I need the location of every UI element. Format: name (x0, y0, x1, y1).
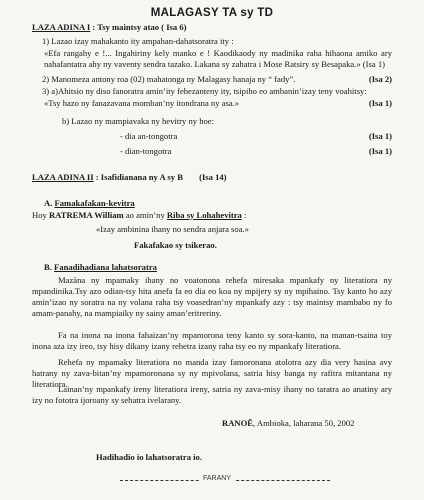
section-b-heading (44, 262, 157, 273)
section-a-title: Famakafakan-kevitra (54, 198, 135, 208)
section-b-title: Fanadihadiana lahatsoratra (54, 262, 157, 272)
text-paragraph: Fa na inona na inona fahaizan’ny mpamorona teny kanto sy sora-kanto, na manan-tsaina toy inona aza izy ireo, tsy hisy dikany izany rehetra izany raha tsy eo ny mpankafy literatiora. (32, 330, 392, 351)
section-a-heading (44, 198, 135, 209)
list-item-score: (Isa 1) (368, 146, 392, 156)
text-paragraph: Lainan’ny mpankafy ireny literatiora ireny, satria ny zava-misy ihany no taratra ao anatiny ary izy no fototra ijoroany sy sehatra ivelarany. (32, 384, 392, 405)
signature-name: RANOË (222, 418, 254, 428)
author-name: RATREMA William (48, 210, 124, 220)
question-3b: b) Lazao ny mampiavaka ny hevitry ny hoe: (62, 116, 215, 126)
part1-label: LAZA ADINA I (32, 22, 91, 32)
part2-heading (32, 172, 392, 183)
question-2 (42, 74, 392, 85)
part1-label-rest: : Tsy maintsy atao ( Isa 6) (92, 22, 187, 32)
part2-label: LAZA ADINA II (32, 172, 94, 182)
question-3a: 3) a)Ahitsio ny diso fanoratra amin’ity fehezanteny ity, tsipiho eo ambanin’izay teny voahitsy: (42, 86, 367, 96)
question-1: 1) Lazao izay mahakanto ity ampahan-dahatsoratra ity : (42, 36, 234, 46)
section-a-quote: «Izay ambinina ihany no sendra anjara soa.» (96, 224, 249, 234)
list-item (120, 131, 392, 142)
text-paragraph: Mazàna ny mpamaky ihany no voatonona rehefa miresaka mpankafy ny literatiora ny mpandinika.Tsy azo odian-tsy hita anefa fa eo dia eo koa ny mpijery sy ny mpihaino. Tsy kanto ho azy amin’izao ny soratra na ny volana raha tsy voasedran’ny mpankafy azy : tsy maintsy mambabo ny fo amam-panahy, na mampiaiky ny sainy aman’eritreriny. (32, 275, 392, 318)
list-item (120, 146, 392, 157)
section-a-instruction: Fakafakao sy tsikerao. (134, 240, 217, 250)
page-title: MALAGASY TA sy TD (150, 7, 274, 19)
book-title: Riba sy Lohahevitra (166, 210, 242, 220)
citation-middle: ao amin’ny (123, 210, 167, 220)
section-b-prefix: B. (44, 262, 55, 272)
text-signature (222, 418, 412, 429)
question-2-text: 2) Manomeza antony roa (02) mahatonga ny Malagasy hanaja ny “ fady”. (42, 74, 296, 84)
question-3a-score: (Isa 1) (368, 98, 392, 108)
section-a-prefix: A. (44, 198, 55, 208)
citation-prefix: Hoy (32, 210, 49, 220)
list-item-score: (Isa 1) (368, 131, 392, 141)
part2-score: (Isa 14) (199, 172, 227, 182)
part2-label-rest: : Isafidianana ny A sy B (95, 172, 183, 182)
question-2-score: (Isa 2) (368, 74, 392, 84)
closing-instruction: Hadihadio io lahatsoratra io. (96, 452, 202, 462)
question-1-text: «Efa rangahy e !... Ingahiriny kely manko e ! Kaodikaody ny madinika raha hihaona amiko ary nahafantatra ahy ny vaventy sendra tazako. Lakana sy zahatra i Mose Ratsiry sy Besapaka.» (Isa 1) (44, 48, 392, 69)
text-paragraph: Rehefa ny mpamaky literatiora no manda izay famoronana atolotra azy dia very hasina avy hatrany ny zava-bitan’ny mpamoronana sy ny mpivolana, satria hisy banga ny rafitra mitantana ny literatiora. (32, 357, 392, 389)
citation-end: : (241, 210, 247, 220)
question-3a-text: «Tsy hazo ny fanazavana momban’ny itondrana ny asa.» (44, 98, 240, 108)
section-a-citation (32, 210, 392, 221)
part1-heading (32, 22, 392, 33)
footer-mark: FARANY (200, 475, 234, 484)
list-item-text: - dian-tongotra (120, 146, 172, 156)
question-3a-sentence (44, 98, 392, 109)
signature-details: , Ambioka, laharana 50, 2002 (253, 418, 355, 428)
list-item-text: - dia an-tongotra (120, 131, 178, 141)
